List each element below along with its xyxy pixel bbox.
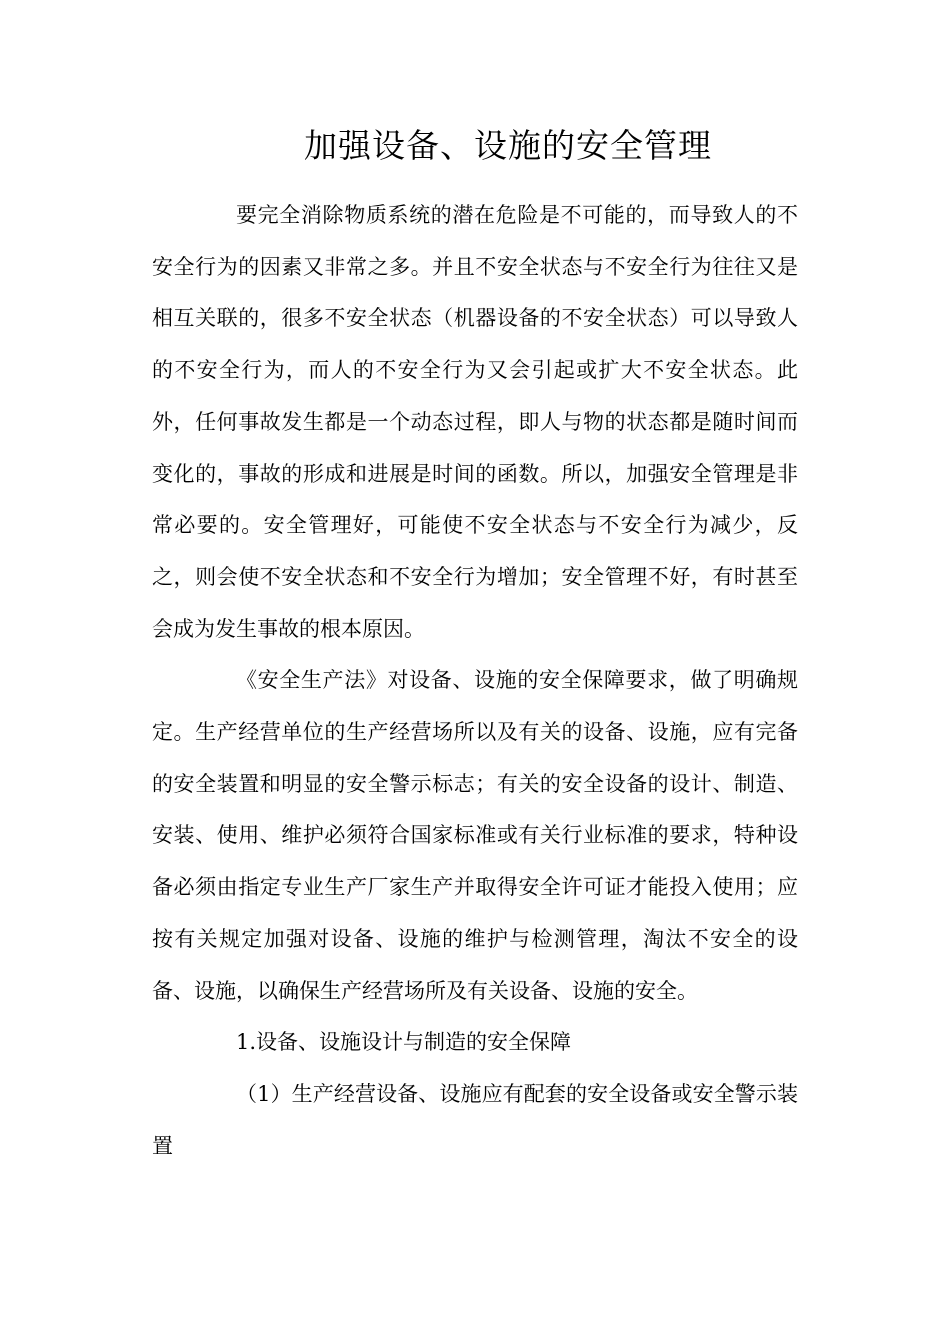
paragraph-1: 要完全消除物质系统的潜在危险是不可能的，而导致人的不安全行为的因素又非常之多。并且不安全状态与不安全行为往往又是相互关联的，很多不安全状态（机器设备的不安全状态）可以导致人的不安全行为，而人的不安全行为又会引起或扩大不安全状态。此外，任何事故发生都是一个动态过程，即人与物的状态都是随时间而变化的，事故的形成和进展是时间的函数。所以，加强安全管理是非常必要的。安全管理好，可能使不安全状态与不安全行为减少，反之，则会使不安全状态和不安全行为增加；安全管理不好，有时甚至会成为发生事故的根本原因。 — [152, 203, 798, 641]
document-body — [152, 190, 798, 1172]
section-heading: 1.设备、设施设计与制造的安全保障 — [236, 1030, 572, 1055]
paragraph-2: 《安全生产法》对设备、设施的安全保障要求，做了明确规定。生产经营单位的生产经营场所以及有关的设备、设施，应有完备的安全装置和明显的安全警示标志；有关的安全设备的设计、制造、安装、使用、维护必须符合国家标准或有关行业标准的要求，特种设备必须由指定专业生产厂家生产并取得安全许可证才能投入使用；应按有关规定加强对设备、设施的维护与检测管理，淘汰不安全的设备、设施，以确保生产经营场所及有关设备、设施的安全。 — [152, 668, 798, 1003]
subsection-heading: （1）生产经营设备、设施应有配套的安全设备或安全警示装置 — [152, 1081, 798, 1158]
document-title: 加强设备、设施的安全管理 — [304, 126, 712, 165]
